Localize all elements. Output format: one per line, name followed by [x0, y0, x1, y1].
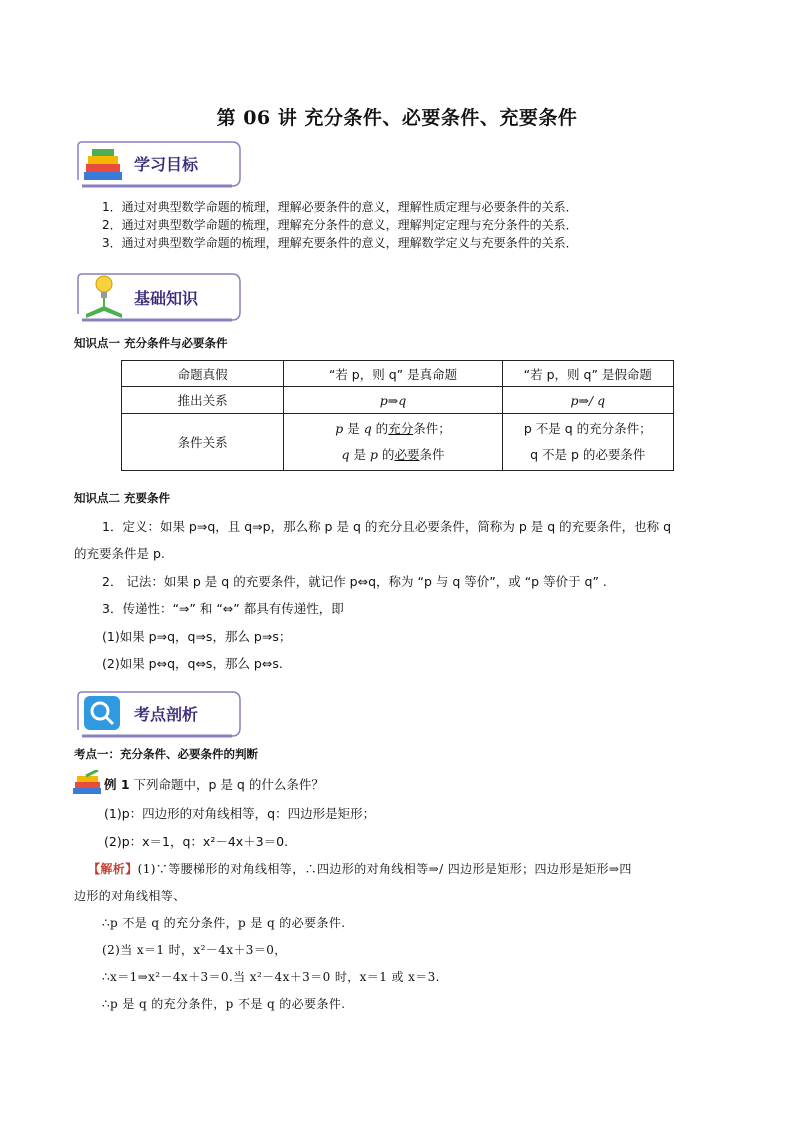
table-cell: 条件关系: [122, 414, 284, 471]
section-badge-basics: [72, 272, 244, 320]
cell-line: q 是 p 的必要条件: [341, 447, 445, 462]
transitivity-item-1: (1)如果 p⇒q，q⇒s，那么 p⇒s；: [102, 629, 292, 644]
table-cell: 命题真假: [122, 361, 284, 387]
section-badge-goals: [72, 140, 244, 188]
example-books-icon: [72, 770, 104, 800]
definition-line-3: 3．传递性：“⇒” 和 “⇔” 都具有传递性，即: [102, 601, 344, 616]
solution-line-4: ∴x＝1⇒x²－4x＋3＝0.当 x²－4x＋3＝0 时，x＝1 或 x＝3.: [102, 970, 440, 984]
goal-item-3: 3．通过对典型数学命题的梳理，理解充要条件的意义，理解数学定义与充要条件的关系．: [102, 236, 578, 250]
example-1-question: [104, 775, 324, 793]
definition-line-1-cont: 的充要条件是 p.: [74, 546, 165, 561]
table-row: [122, 387, 674, 414]
table-cell: “若 p，则 q” 是假命题: [502, 361, 673, 387]
goal-item-1: 1．通过对典型数学命题的梳理，理解必要条件的意义，理解性质定理与必要条件的关系．: [102, 200, 578, 214]
goal-item-2: 2．通过对典型数学命题的梳理，理解充分条件的意义，理解判定定理与充分条件的关系．: [102, 218, 578, 232]
solution-line-2: ∴p 不是 q 的充分条件，p 是 q 的必要条件.: [102, 916, 346, 930]
knowledge-point-2-heading: 知识点二 充要条件: [74, 491, 171, 505]
table-cell: p⇒q: [284, 387, 502, 414]
example-text: 下列命题中，p 是 q 的什么条件？: [133, 777, 324, 792]
solution-line-3: (2)当 x＝1 时，x²－4x＋3＝0，: [102, 943, 287, 957]
table-cell: p⇒/ q: [502, 387, 673, 414]
topic-1-heading: 考点一：充分条件、必要条件的判断: [74, 747, 258, 761]
solution-text: (1)∵等腰梯形的对角线相等，∴四边形的对角线相等⇒/ 四边形是矩形；四边形是矩形⇒四: [137, 862, 632, 876]
table-cell: “若 p，则 q” 是真命题: [284, 361, 502, 387]
cell-line: q 不是 p 的必要条件: [530, 447, 646, 462]
table-row: [122, 414, 674, 471]
knowledge-point-1-heading: 知识点一 充分条件与必要条件: [74, 336, 228, 350]
cell-line: p 是 q 的充分条件；: [335, 421, 451, 436]
page-title: 第 06 讲 充分条件、必要条件、充要条件: [216, 107, 578, 129]
cell-line: p 不是 q 的充分条件；: [523, 421, 652, 436]
solution-line-5: ∴p 是 q 的充分条件，p 不是 q 的必要条件.: [102, 997, 346, 1011]
section-badge-analysis: [72, 690, 244, 738]
definition-line-2: 2． 记法：如果 p 是 q 的充要条件，就记作 p⇔q，称为 “p 与 q 等价”，或 “p 等价于 q” .: [102, 574, 607, 589]
example-1-part-2: (2)p：x＝1，q：x²－4x＋3＝0.: [104, 834, 289, 849]
table-cell: [502, 414, 673, 471]
solution-line-1-cont: 边形的对角线相等、: [74, 889, 186, 903]
table-cell: [284, 414, 502, 471]
section-title-basics: 基础知识: [134, 289, 199, 308]
solution-label: 【解析】: [88, 862, 138, 876]
example-label: 例 1: [104, 777, 130, 792]
definition-line-1: 1．定义：如果 p⇒q，且 q⇒p，那么称 p 是 q 的充分且必要条件，简称为 p 是 q 的充要条件，也称 q: [102, 519, 672, 534]
section-title-goals: 学习目标: [134, 155, 199, 174]
example-1-part-1: (1)p：四边形的对角线相等，q：四边形是矩形；: [104, 806, 376, 821]
condition-table: [121, 360, 674, 471]
table-cell: 推出关系: [122, 387, 284, 414]
section-title-analysis: 考点剖析: [134, 705, 199, 724]
table-row: [122, 361, 674, 387]
transitivity-item-2: (2)如果 p⇔q，q⇔s，那么 p⇔s.: [102, 656, 283, 671]
solution-line-1: [88, 860, 632, 877]
